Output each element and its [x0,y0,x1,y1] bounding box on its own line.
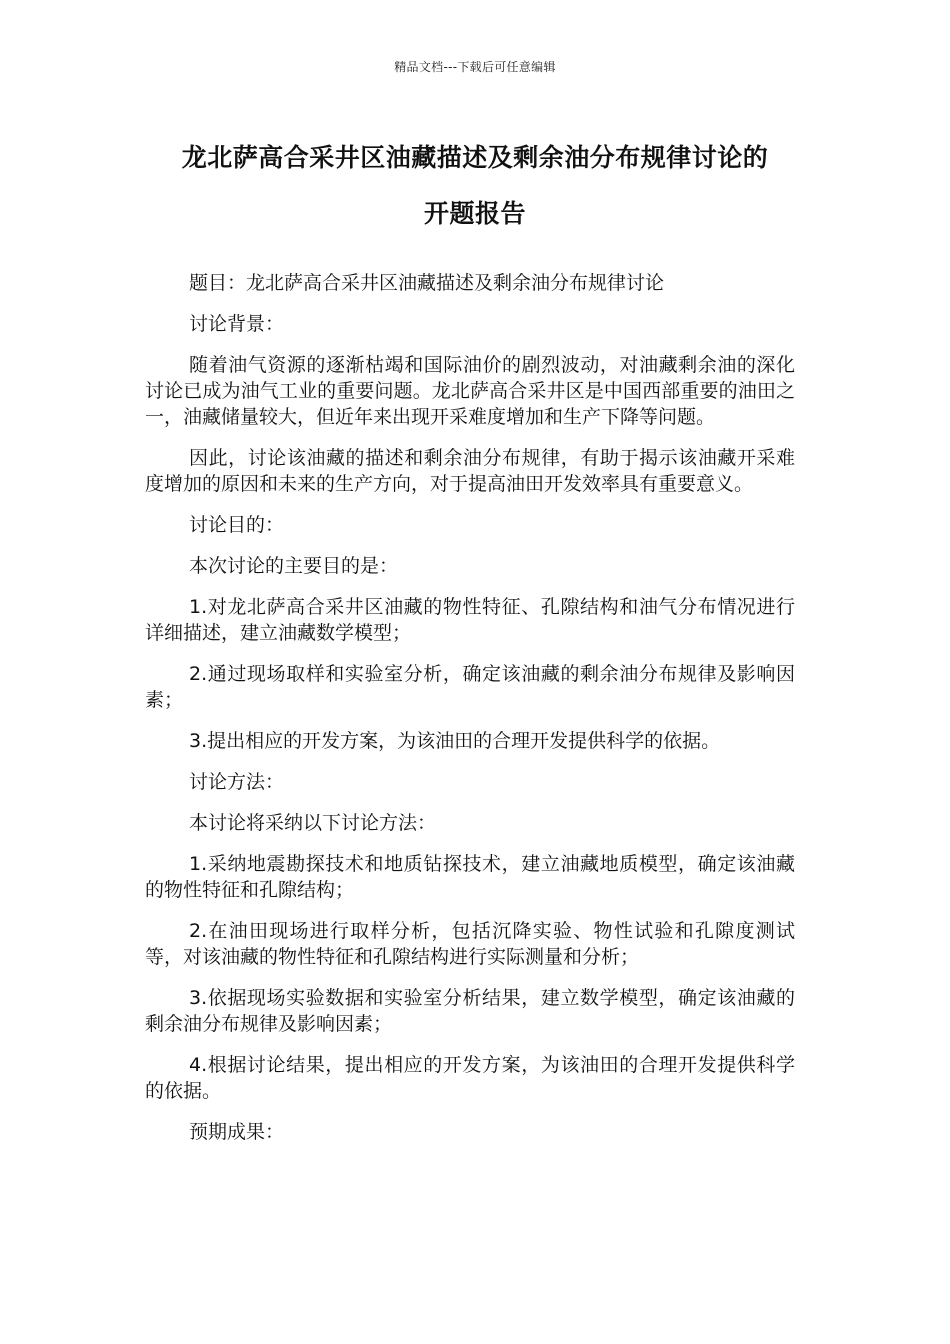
method-item-2: 2.在油田现场进行取样分析，包括沉降实验、物性试验和孔隙度测试等，对该油藏的物性特征和孔隙结构进行实际测量和分析； [145,920,795,968]
method-item-1: 1.采纳地震勘探技术和地质钻探技术，建立油藏地质模型，确定该油藏的物性特征和孔隙结构； [145,853,795,901]
purpose-item-1: 1.对龙北萨高合采井区油藏的物性特征、孔隙结构和油气分布情况进行详细描述，建立油藏数学模型； [145,596,795,644]
heading-expected-results: 预期成果： [189,1121,285,1143]
document-title-line-1: 龙北萨高合采井区油藏描述及剩余油分布规律讨论的 [181,143,769,172]
paragraph-topic: 题目：龙北萨高合采井区油藏描述及剩余油分布规律讨论 [189,272,665,294]
paragraph-purpose-intro: 本次讨论的主要目的是： [189,555,399,577]
heading-purpose: 讨论目的： [189,514,285,536]
method-item-3: 3.依据现场实验数据和实验室分析结果，建立数学模型，确定该油藏的剩余油分布规律及影响因素； [145,987,795,1035]
page-header: 精品文档---下载后可任意编辑 [394,60,556,74]
document-title-line-2: 开题报告 [423,199,526,228]
paragraph-background: 随着油气资源的逐渐枯竭和国际油价的剧烈波动，对油藏剩余油的深化讨论已成为油气工业的重要问题。龙北萨高合采井区是中国西部重要的油田之一，油藏储量较大，但近年来出现开采难度增加和生产下降等问题。 [145,354,795,428]
purpose-item-2: 2.通过现场取样和实验室分析，确定该油藏的剩余油分布规律及影响因素； [145,663,795,711]
document-body [145,270,795,1160]
paragraph-method-intro: 本讨论将采纳以下讨论方法： [189,812,437,834]
heading-method: 讨论方法： [189,771,285,793]
paragraph-significance: 因此，讨论该油藏的描述和剩余油分布规律，有助于揭示该油藏开采难度增加的原因和未来的生产方向，对于提高油田开发效率具有重要意义。 [145,447,795,495]
method-item-4: 4.根据讨论结果，提出相应的开发方案，为该油田的合理开发提供科学的依据。 [145,1054,795,1102]
purpose-item-3: 3.提出相应的开发方案，为该油田的合理开发提供科学的依据。 [189,730,721,752]
heading-background: 讨论背景： [189,313,285,335]
